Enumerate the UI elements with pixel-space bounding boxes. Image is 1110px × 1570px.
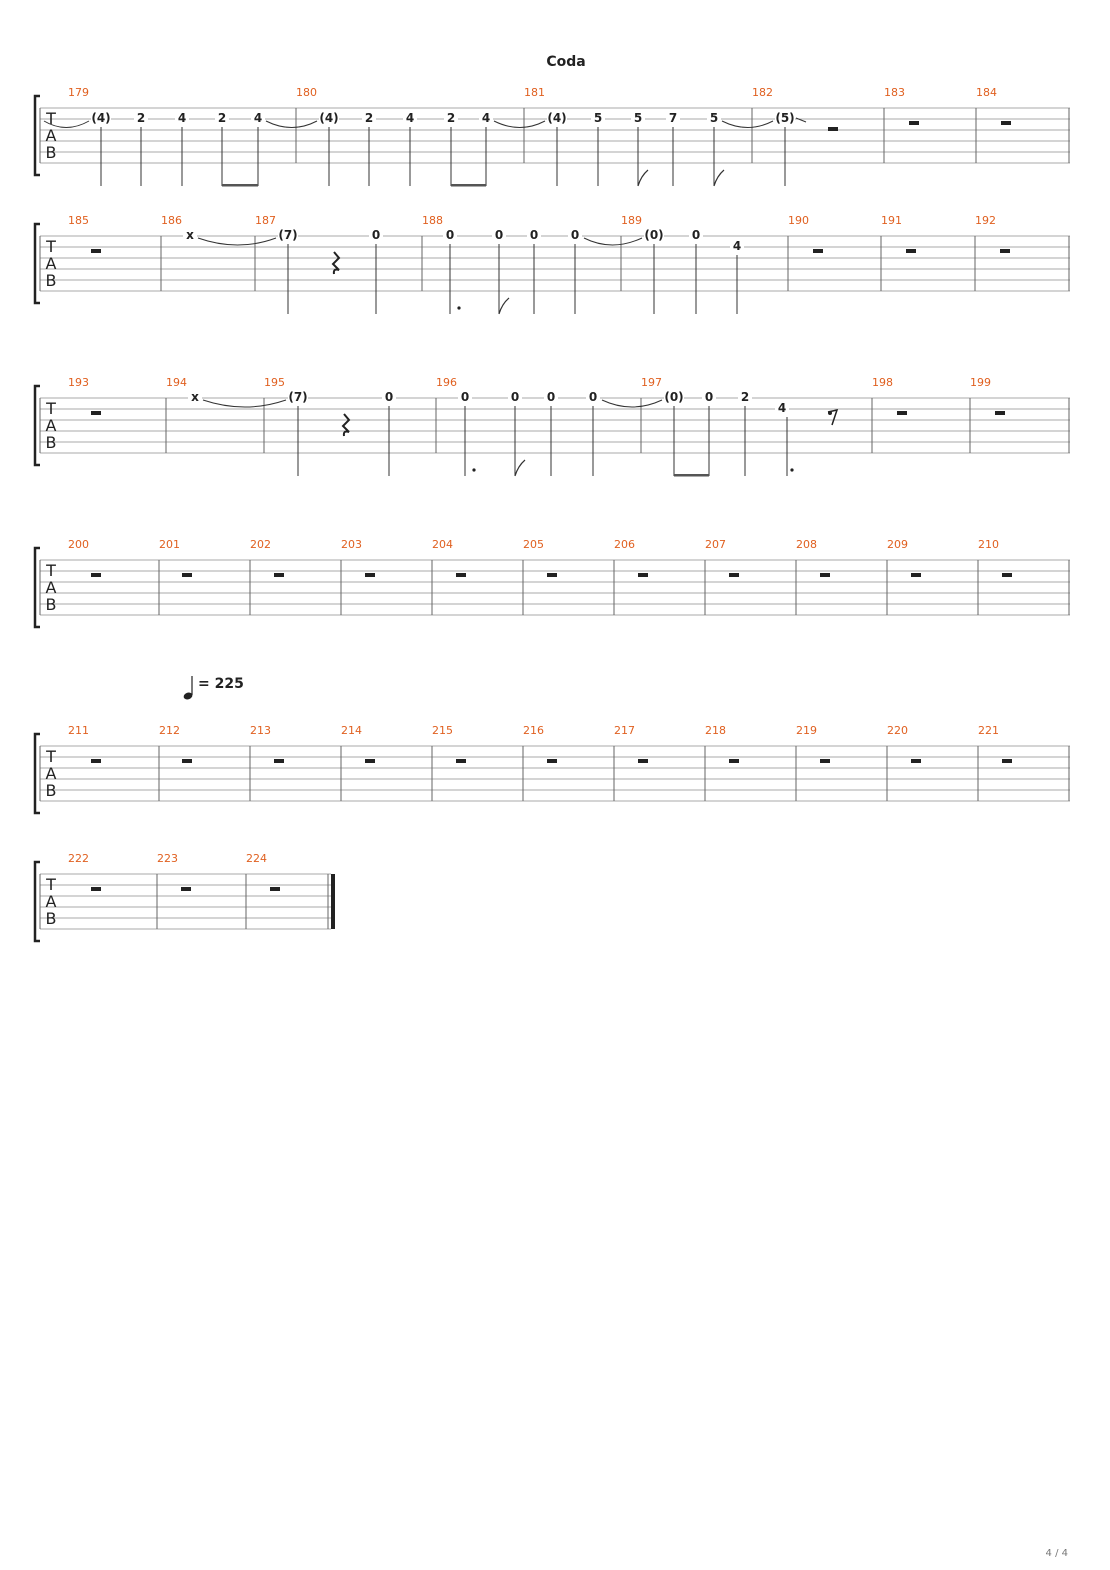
whole-rest [909,121,919,125]
rests [91,887,280,891]
stems [101,127,785,186]
whole-rest [897,411,907,415]
fret-number: (0) [644,228,664,242]
fret-number: 2 [217,111,227,125]
tab-clef-letter: T [46,875,56,894]
fret-number: 2 [364,111,374,125]
fret-number: 4 [253,111,263,125]
measure-number: 219 [796,724,817,737]
tab-staff [40,874,331,929]
system-bracket [35,386,40,465]
rests [91,411,1005,415]
measure-number: 186 [161,214,182,227]
measure-number: 215 [432,724,453,737]
quarter-rest [333,252,339,274]
tie [203,400,286,407]
whole-rest [638,759,648,763]
tab-clef-letter: T [46,109,56,128]
stems [298,406,787,476]
system-4 [35,538,1070,627]
measure-number: 210 [978,538,999,551]
tie [722,121,773,128]
whole-rest [638,573,648,577]
measure-number: 194 [166,376,187,389]
measure-number: 183 [884,86,905,99]
measure-number: 199 [970,376,991,389]
fret-number: 4 [177,111,187,125]
measure-number: 179 [68,86,89,99]
measure-number: 180 [296,86,317,99]
tab-clef-letter: B [45,595,57,614]
dot [472,468,475,471]
system-6 [35,852,335,941]
fret-number: (4) [319,111,339,125]
fret-number: 5 [633,111,643,125]
fret-number: 0 [588,390,598,404]
tab-clef-letter: B [45,271,57,290]
whole-rest [813,249,823,253]
tab-clef-letter: B [45,143,57,162]
measure-number: 223 [157,852,178,865]
whole-rest [820,573,830,577]
fret-number: 4 [481,111,491,125]
measure-number: 218 [705,724,726,737]
barlines [40,874,328,929]
whole-rest [91,573,101,577]
whole-rest [820,759,830,763]
tab-clef-letter: A [45,892,57,911]
measure-number: 187 [255,214,276,227]
measure-number: 198 [872,376,893,389]
dot [790,468,793,471]
rests [91,573,1012,577]
fret-number: 5 [709,111,719,125]
fret-number: 5 [593,111,603,125]
whole-rest [182,759,192,763]
barlines [40,236,1069,291]
half-rest [828,127,838,131]
measure-number: 195 [264,376,285,389]
whole-rest [547,573,557,577]
note-flag [499,298,509,314]
rests [91,759,1012,763]
tab-clef-letter: A [45,254,57,273]
whole-rest [729,573,739,577]
fret-number: 4 [732,239,742,253]
whole-rest [274,573,284,577]
measure-number: 201 [159,538,180,551]
note-flags [638,170,724,186]
whole-rest [906,249,916,253]
system-2 [35,214,1070,314]
barlines [40,746,1069,801]
tab-clef-letter: B [45,909,57,928]
measure-number: 214 [341,724,362,737]
fret-number: 0 [691,228,701,242]
note-flag [515,460,525,476]
dot [457,306,460,309]
measure-number: 182 [752,86,773,99]
measure-number: 203 [341,538,362,551]
system-bracket [35,734,40,813]
tab-clef-letter: T [46,399,56,418]
whole-rest [91,249,101,253]
fret-number: 2 [446,111,456,125]
measure-number: 205 [523,538,544,551]
system-bracket [35,96,40,175]
fret-number: 0 [371,228,381,242]
whole-rest [365,759,375,763]
barlines [40,560,1069,615]
system-5 [35,724,1070,813]
measure-number: 197 [641,376,662,389]
system-3 [35,376,1070,477]
measure-number: 185 [68,214,89,227]
whole-rest [547,759,557,763]
whole-rest [729,759,739,763]
stems [288,244,737,314]
whole-rest [182,573,192,577]
fret-number: (7) [288,390,308,404]
barlines [40,398,1069,453]
tab-clef-letter: A [45,764,57,783]
system-bracket [35,548,40,627]
fret-number: 0 [460,390,470,404]
measure-number: 217 [614,724,635,737]
measure-number: 200 [68,538,89,551]
rests [91,249,1010,253]
measure-number: 213 [250,724,271,737]
measure-number: 208 [796,538,817,551]
measure-number: 188 [422,214,443,227]
tie [198,238,276,245]
whole-rest [456,573,466,577]
beams [222,184,486,187]
tab-clef-letter: A [45,416,57,435]
fret-number: 0 [510,390,520,404]
quarter-rest [343,414,349,436]
fret-number: (5) [775,111,795,125]
eighth-rest [828,410,837,425]
tab-staff [40,560,1070,615]
fret-number: (7) [278,228,298,242]
fret-number: 7 [668,111,678,125]
final-barline [331,874,335,929]
measure-number: 196 [436,376,457,389]
measure-number: 207 [705,538,726,551]
whole-rest [1001,121,1011,125]
measure-number: 206 [614,538,635,551]
measure-number: 221 [978,724,999,737]
whole-rest [911,573,921,577]
whole-rest [995,411,1005,415]
whole-rest [91,759,101,763]
tab-clef-letter: A [45,126,57,145]
tab-clef-letter: T [46,747,56,766]
measure-number: 193 [68,376,89,389]
whole-rest [270,887,280,891]
measure-number: 202 [250,538,271,551]
tab-staff [40,398,1070,453]
measure-number: 191 [881,214,902,227]
fret-number: 0 [494,228,504,242]
measure-number: 209 [887,538,908,551]
whole-rest [1000,249,1010,253]
fret-number: 0 [546,390,556,404]
tab-staff [40,236,1070,291]
fret-number: (4) [91,111,111,125]
fret-number: (0) [664,390,684,404]
measure-number: 204 [432,538,453,551]
tab-clef-letter: A [45,578,57,597]
tab-staff [40,746,1070,801]
whole-rest [911,759,921,763]
system-bracket [35,224,40,303]
tie [494,121,545,128]
tab-clef-letter: B [45,433,57,452]
fret-number: 0 [529,228,539,242]
measure-number: 192 [975,214,996,227]
measure-number: 181 [524,86,545,99]
fret-number: x [191,390,199,404]
measure-number: 190 [788,214,809,227]
measure-number: 184 [976,86,997,99]
whole-rest [456,759,466,763]
whole-rest [274,759,284,763]
measure-number: 220 [887,724,908,737]
whole-rest [365,573,375,577]
whole-rest [91,887,101,891]
tab-clef-letter: T [46,237,56,256]
beam [674,474,709,477]
whole-rest [91,411,101,415]
whole-rest [181,887,191,891]
fret-number: 0 [570,228,580,242]
tie [584,238,642,245]
fret-number: 2 [136,111,146,125]
tab-clef-letter: B [45,781,57,800]
page-number: 4 / 4 [1045,1548,1068,1559]
fret-number: 4 [405,111,415,125]
whole-rest [1002,573,1012,577]
whole-rest [1002,759,1012,763]
measure-number: 212 [159,724,180,737]
measure-number: 211 [68,724,89,737]
system-1 [35,86,1070,187]
measure-number: 189 [621,214,642,227]
system-bracket [35,862,40,941]
fret-number: 0 [445,228,455,242]
measure-number: 222 [68,852,89,865]
fret-number: 0 [704,390,714,404]
tie [266,121,317,128]
tie [602,400,662,407]
measure-number: 224 [246,852,267,865]
fret-number: 4 [777,401,787,415]
fret-number: 2 [740,390,750,404]
fret-number: x [186,228,194,242]
tempo-value: = 225 [198,676,244,692]
fret-number: (4) [547,111,567,125]
section-title: Coda [546,54,586,70]
fret-number: 0 [384,390,394,404]
measure-number: 216 [523,724,544,737]
tab-clef-letter: T [46,561,56,580]
